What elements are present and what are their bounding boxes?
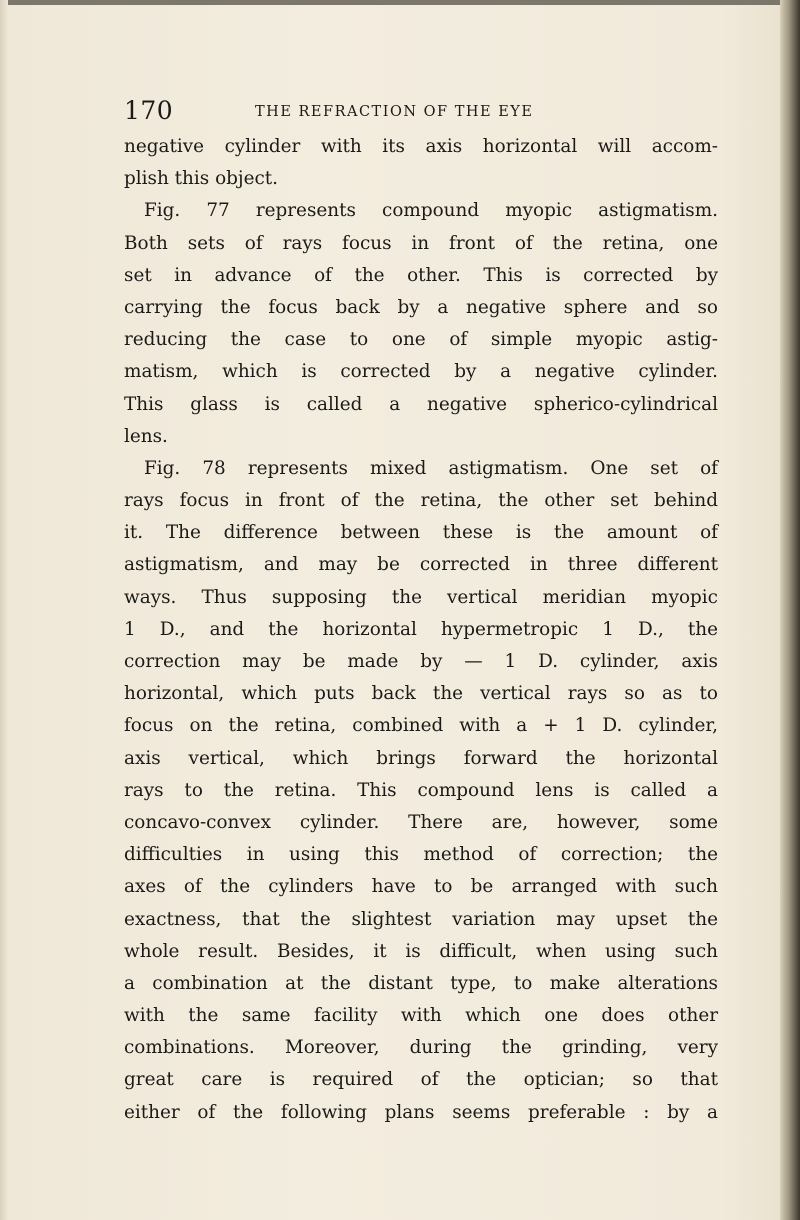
text-line: ways. Thus supposing the vertical meridian myopic xyxy=(124,586,718,608)
text-line: set in advance of the other. This is corrected by xyxy=(124,264,718,286)
text-line: Fig. 77 represents compound myopic astigmatism. xyxy=(144,200,718,222)
text-line: lens. xyxy=(124,425,168,447)
text-line: matism, which is corrected by a negative cylinder. xyxy=(124,361,718,383)
text-line: great care is required of the optician; so that xyxy=(124,1069,718,1091)
text-line: Both sets of rays focus in front of the retina, one xyxy=(124,232,718,254)
left-page-edge xyxy=(0,0,8,1220)
text-line: carrying the focus back by a negative sphere and so xyxy=(124,296,718,318)
text-line: rays to the retina. This compound lens is called a xyxy=(124,779,718,801)
text-line: a combination at the distant type, to make alterations xyxy=(124,972,718,994)
text-line: plish this object. xyxy=(124,168,279,190)
text-line: Fig. 78 represents mixed astigmatism. One set of xyxy=(144,457,718,479)
text-line: axes of the cylinders have to be arranged with such xyxy=(124,876,718,898)
text-line: it. The difference between these is the amount of xyxy=(124,522,718,544)
text-line: concavo-convex cylinder. There are, however, some xyxy=(124,811,718,833)
top-edge-rule xyxy=(0,0,800,5)
text-line: astigmatism, and may be corrected in three different xyxy=(124,554,718,576)
text-line: 1 D., and the horizontal hypermetropic 1 D., the xyxy=(124,618,718,640)
text-line: combinations. Moreover, during the grinding, very xyxy=(124,1037,718,1059)
text-line: reducing the case to one of simple myopic astig- xyxy=(124,329,718,351)
page-number: 170 xyxy=(124,96,174,125)
running-title: THE REFRACTION OF THE EYE xyxy=(255,104,534,120)
text-line: focus on the retina, combined with a + 1 D. cylinder, xyxy=(124,715,718,737)
text-line: negative cylinder with its axis horizontal will accom- xyxy=(124,136,718,157)
text-line: exactness, that the slightest variation may upset the xyxy=(124,908,718,930)
text-line: either of the following plans seems preferable : by a xyxy=(124,1101,718,1123)
text-line: This glass is called a negative spherico-cylindrical xyxy=(124,393,718,415)
text-line: rays focus in front of the retina, the other set behind xyxy=(124,490,718,512)
text-line: with the same facility with which one does other xyxy=(124,1005,718,1027)
text-line: whole result. Besides, it is difficult, when using such xyxy=(124,940,718,962)
text-line: axis vertical, which brings forward the horizontal xyxy=(124,747,718,769)
text-line: horizontal, which puts back the vertical rays so as to xyxy=(124,683,718,705)
book-spine-shadow xyxy=(780,0,800,1220)
text-line: correction may be made by — 1 D. cylinder, axis xyxy=(124,651,718,672)
body-text xyxy=(124,131,718,1129)
text-line: difficulties in using this method of correction; the xyxy=(124,844,718,866)
